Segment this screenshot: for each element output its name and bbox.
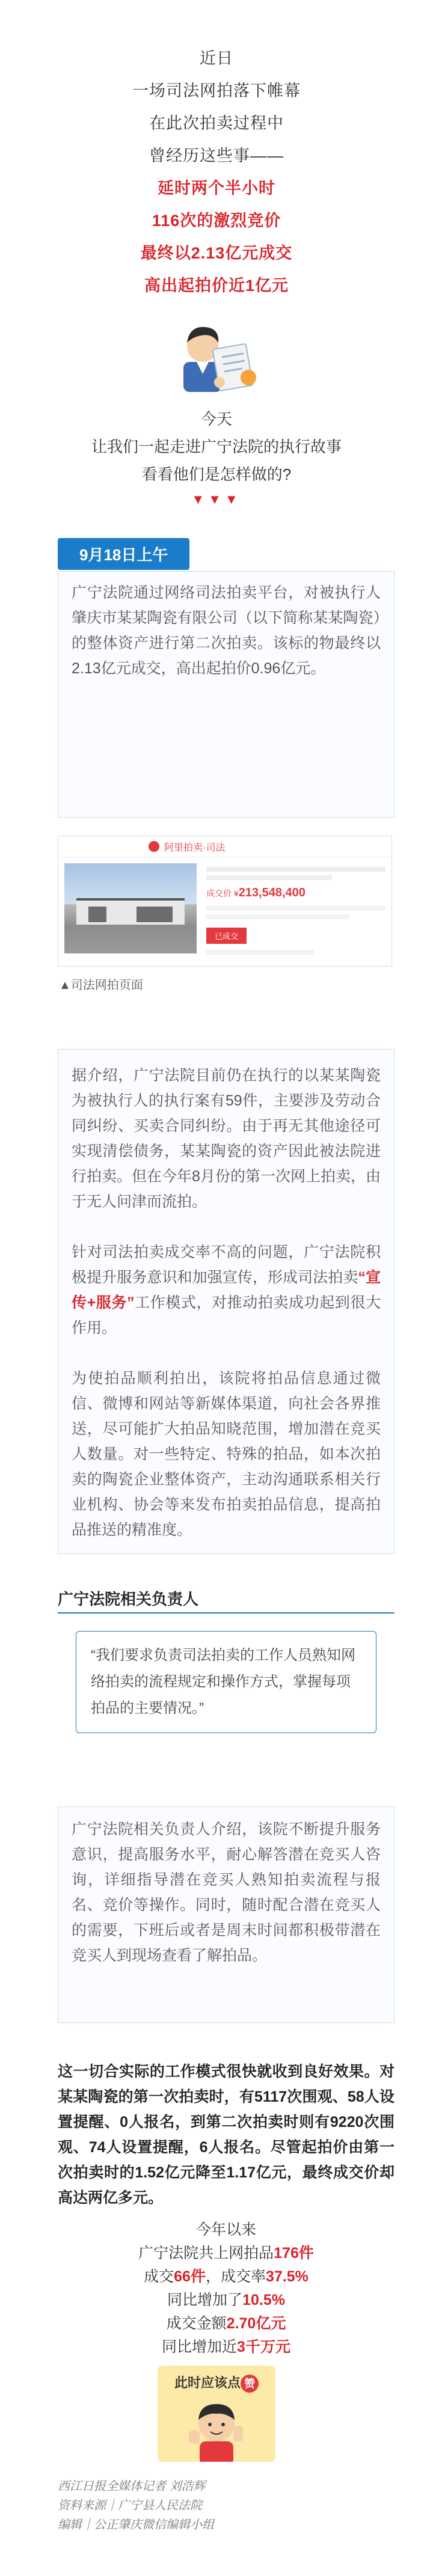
- stats-line: [58, 2336, 395, 2359]
- credit-line: 西江日报全媒体记者 刘浩辉: [58, 2480, 206, 2493]
- results-text: 这一切合实际的工作模式很快就收到良好效果。对某某陶瓷的第一次拍卖时，有5117次围观、58人设置提醒、0人报名，到第二次拍卖时则有9220次围观、74人设置提醒，6人报名。尽管起拍价由第一次拍卖时的1.52亿元降至1.17亿元，最终成交价却高达两亿多元。: [58, 2063, 395, 2206]
- intro-line: 在此次拍卖过程中: [149, 114, 284, 132]
- card-text: 广宁法院通过网络司法拍卖平台，对被执行人肇庆市某某陶瓷有限公司（以下简称某某陶瓷）的整体资产进行第二次拍卖。该标的物最终以2.13亿元成交，高出起拍价0.96亿元。: [72, 584, 381, 677]
- quote-box: “我们要求负责司法拍卖的工作人员熟知网络拍卖的流程规定和操作方式，掌握每项拍品的主要情况。”: [76, 1631, 376, 1733]
- stats-line: [58, 2265, 395, 2289]
- stats-number: 176件: [274, 2245, 314, 2262]
- intro-line: 一场司法网拍落下帷幕: [132, 82, 301, 100]
- highlight-text: “宣传+服务”: [72, 1269, 381, 1311]
- image-caption: ▲司法网拍页面: [59, 979, 143, 992]
- today-line: 让我们一起走进广宁法院的执行故事: [91, 438, 342, 456]
- stats-label: 同比增加了: [167, 2292, 243, 2308]
- reading-person-illustration: [165, 315, 268, 399]
- stats-label: 成交金额: [166, 2315, 227, 2332]
- intro-highlight: 116次的激烈竞价: [152, 212, 281, 230]
- factory-photo: [64, 863, 197, 953]
- intro-highlight: 延时两个半小时: [158, 179, 275, 197]
- service-card: [58, 1807, 395, 2023]
- today-section: [0, 405, 433, 507]
- today-line: 今天: [200, 410, 232, 428]
- title-underline: [58, 1612, 395, 1614]
- stats-label: 同比增加近: [162, 2339, 238, 2355]
- details-para-2: [72, 1240, 381, 1341]
- credit-line: 资料来源｜广宁县人民法院: [58, 2499, 202, 2512]
- stats-line: [58, 2312, 395, 2336]
- thumbs-up-kid-icon: [158, 2392, 275, 2462]
- like-banner: [158, 2366, 275, 2462]
- auction-price: 213,548,400: [238, 886, 306, 899]
- intro-line: 近日: [200, 49, 233, 67]
- intro-line: 曾经历这些事——: [149, 147, 284, 165]
- details-para-1: 据介绍，广宁法院目前仍在执行的以某某陶瓷为被执行人的执行案有59件，主要涉及劳动合同纠纷、买卖合同纠纷。由于再无其他途径可实现清偿债务，某某陶瓷的资产因此被法院进行拍卖。但在今年8月份的第一次网上拍卖，由于无人问津而流拍。: [72, 1067, 381, 1210]
- court-emblem-icon: [149, 841, 159, 852]
- section-title: 广宁法院相关负责人: [58, 1590, 199, 1608]
- credit-line: 编辑｜公正肇庆微信编辑小组: [58, 2518, 214, 2532]
- intro-card: [58, 571, 395, 818]
- like-badge: 赞: [241, 2375, 259, 2393]
- auction-header: [58, 836, 392, 857]
- stats-number: 66件: [174, 2268, 206, 2285]
- down-triangles-icon: ▼▼▼: [191, 492, 242, 507]
- date-tag: 9月18日上午: [58, 538, 189, 570]
- stats-label: ，成交率: [205, 2268, 266, 2285]
- stats-line: [58, 2242, 395, 2265]
- credits: [58, 2477, 395, 2535]
- intro-section: [0, 0, 433, 302]
- price-prefix: 成交价 ¥: [206, 889, 239, 898]
- auction-status-badge: 已成交: [206, 928, 247, 944]
- auction-page-image: [58, 836, 392, 967]
- stats-number: 2.70亿元: [226, 2315, 286, 2332]
- stats-number: 10.5%: [242, 2292, 285, 2308]
- results-section: [58, 2059, 395, 2210]
- stats-label: 成交: [144, 2268, 174, 2285]
- service-text: 广宁法院相关负责人介绍，该院不断提升服务意识，提高服务水平，耐心解答潜在竞买人咨询，详细指导潜在竞买人熟知拍卖流程与报名、竞价等操作。同时，随时配合潜在竞买人的需要，下班后或者是周末时间都积极带潜在竞买人到现场查看了解拍品。: [72, 1821, 381, 1964]
- stats-line: 今年以来: [195, 2221, 256, 2238]
- details-text: 针对司法拍卖成交率不高的问题，广宁法院积极提升服务意识和加强宣传，形成司法拍卖: [72, 1244, 381, 1286]
- auction-header-text: 阿里拍卖·司法: [164, 842, 226, 853]
- stats-number: 3千万元: [237, 2339, 290, 2355]
- intro-highlight: 最终以2.13亿元成交: [140, 244, 293, 262]
- stats-label: 广宁法院共上网拍品: [138, 2245, 274, 2262]
- today-line: 看看他们是怎样做的?: [141, 465, 292, 483]
- stats-number: 37.5%: [265, 2268, 309, 2285]
- stats-line: [58, 2289, 395, 2312]
- details-card: [58, 1049, 395, 1554]
- stats-section: [58, 2218, 395, 2359]
- like-banner-text: 此时应该点: [174, 2375, 241, 2390]
- intro-highlight: 高出起拍价近1亿元: [144, 277, 289, 295]
- details-text: 工作模式，对推动拍卖成功起到很大作用。: [72, 1294, 381, 1336]
- details-para-3: 为使拍品顺利拍出，该院将拍品信息通过微信、微博和网站等新媒体渠道，向社会各界推送，尽可能扩大拍品知晓范围，增加潜在竞买人数量。对一些特定、特殊的拍品，如本次拍卖的陶瓷企业整体资产，主动沟通联系相关行业机构、协会等来发布拍卖拍品信息，提高拍品推送的精准度。: [72, 1370, 381, 1538]
